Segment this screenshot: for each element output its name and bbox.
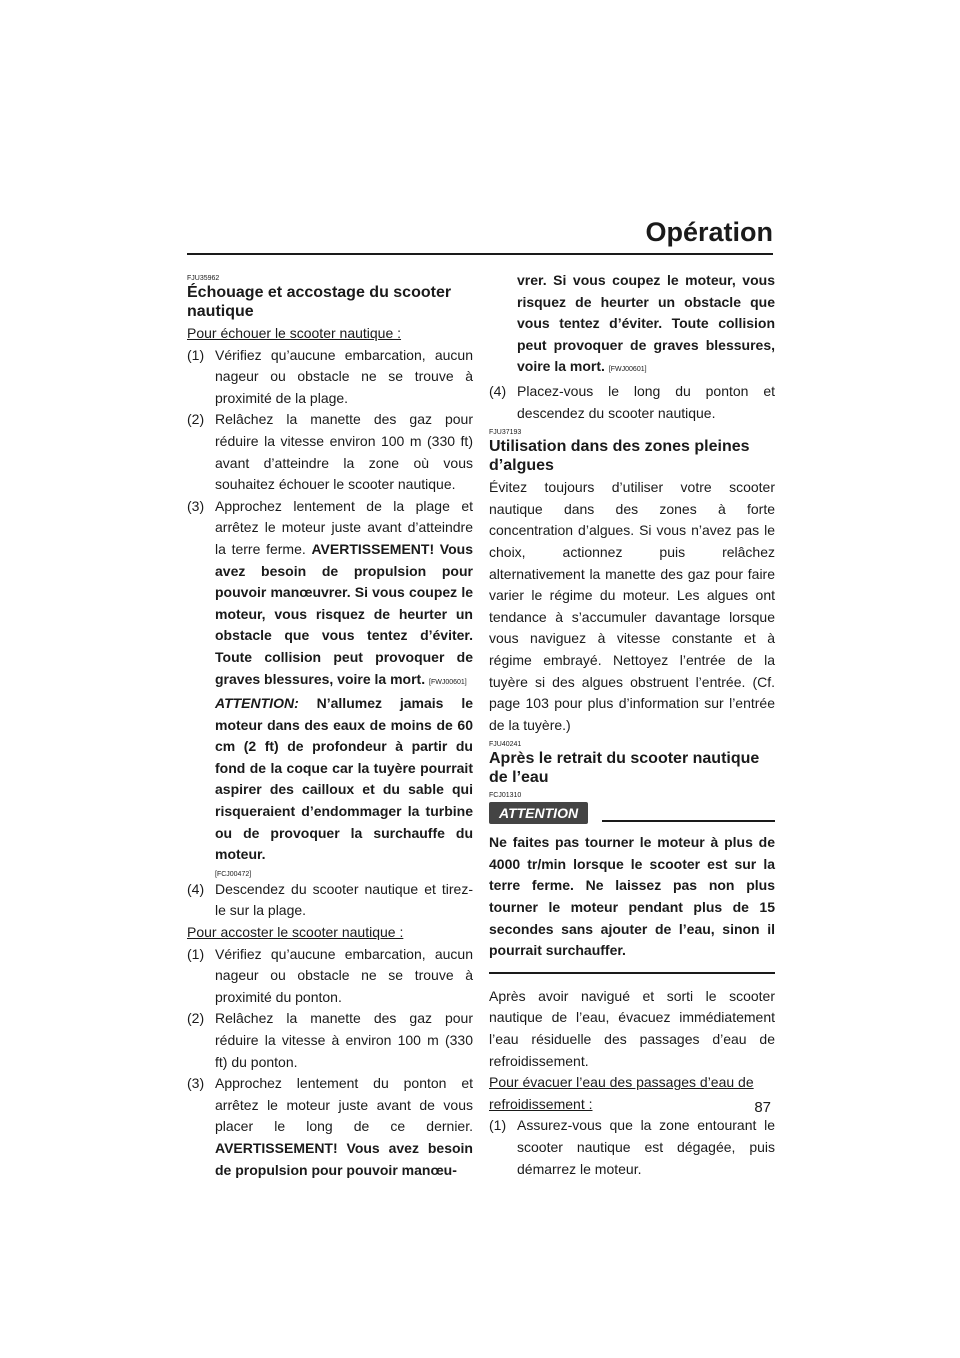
list-number: (3) [187, 1075, 205, 1092]
attention-label: ATTENTION: [215, 695, 299, 712]
warning-text: AVERTISSEMENT! Vous avez besoin de propulsion pour pouvoir manœu- [215, 1139, 473, 1178]
right-column [489, 270, 775, 1180]
section-heading-after-removal: Après le retrait du scooter nautique de l’eau [489, 750, 760, 787]
attention-code: FCJ01310 [489, 792, 522, 800]
list-text: Placez-vous le long du ponton et descendez du scooter nautique. [517, 382, 775, 421]
section-code: FJU35962 [187, 275, 220, 282]
list-text: Approchez lentement du ponton et arrêtez le moteur juste avant de vous placer le long de ce dernier. [215, 1075, 473, 1135]
attention-code: [FCJ00472] [215, 870, 252, 878]
warning-text: AVERTISSEMENT! Vous avez besoin de propulsion pour pouvoir manœuvrer. Si vous coupez le moteur, vous risquez de heurter un obstacle que vous tentez d’éviter. Toute collision peut provoquer de graves blessures, voire la mort. [215, 540, 473, 687]
list-item [187, 409, 473, 495]
list-item [187, 1008, 473, 1073]
attention-text: N’allumez jamais le moteur dans des eaux de moins de 60 cm (2 ft) de profondeur à partir du fond de la coque car la tuyère pourrait aspirer des cailloux et du sable qui risqueraient d’endommager la turbine ou de provoquer la surchauffe du moteur. [215, 695, 473, 863]
list-text: Relâchez la manette des gaz pour réduire la vitesse environ 100 m (330 ft) avant d’atteindre la zone où vous souhaitez échouer le scooter nautique. [215, 411, 473, 493]
section-code: FJU37193 [489, 429, 522, 437]
list-number: (3) [187, 497, 205, 514]
list-item-continued [489, 270, 775, 381]
subheading-dock: Pour accoster le scooter nautique : [187, 924, 404, 941]
section-code: FJU40241 [489, 741, 522, 749]
warning-text: vrer. Si vous coupez le moteur, vous risquez de heurter un obstacle que vous tentez d’éviter. Toute collision peut provoquer de graves blessures, voire la mort. [517, 272, 775, 375]
list-text: Descendez du scooter nautique et tirez-le sur la plage. [215, 880, 473, 919]
list-number: (2) [187, 411, 205, 428]
section-heading-seaweed: Utilisation dans des zones pleines d’algues [489, 438, 750, 475]
attention-end-rule [489, 972, 775, 974]
list-number: (2) [187, 1010, 205, 1027]
attention-rule [602, 820, 775, 822]
list-item [489, 381, 775, 424]
left-column [187, 270, 473, 1181]
list-text: Vérifiez qu’aucune embarcation, aucun nageur ou obstacle ne se trouve à proximité de la plage. [215, 346, 473, 406]
header-rule [187, 253, 773, 255]
page-title: Opération [645, 217, 773, 247]
attention-header [489, 802, 775, 824]
page-number: 87 [754, 1099, 771, 1116]
subheading-beach: Pour échouer le scooter nautique : [187, 325, 402, 341]
list-item [187, 496, 473, 879]
section-heading-beaching: Échouage et accostage du scooter nautique [187, 284, 452, 320]
paragraph: Évitez toujours d’utiliser votre scooter nautique dans des zones à forte concentration d’algues. Si vous n’avez pas le choix, actionnez puis relâchez alternativement la manette des gaz pour faire varier le régime du moteur. Les algues ont tendance à s’accumuler davantage lorsque vous naviguez à vitesse constante et à régime embrayé. Nettoyez l’entrée de la tuyère si des algues obstruent l’entrée. (Cf. page 103 pour plus d’information sur l’entrée de la tuyère.) [489, 479, 775, 733]
list-text: Relâchez la manette des gaz pour réduire la vitesse à environ 100 m (330 ft) du ponton. [215, 1010, 473, 1070]
list-number: (1) [187, 346, 205, 363]
list-number: (4) [489, 382, 507, 399]
list-text: Approchez lentement de la plage et arrêtez le moteur juste avant d’atteindre la terre ferme. [215, 497, 473, 557]
list-number: (1) [489, 1117, 507, 1134]
list-item [187, 1073, 473, 1181]
list-item [489, 1115, 775, 1180]
list-number: (1) [187, 945, 205, 962]
list-text: Vérifiez qu’aucune embarcation, aucun nageur ou obstacle ne se trouve à proximité du ponton. [215, 945, 473, 1005]
list-item [187, 879, 473, 922]
list-number: (4) [187, 880, 205, 897]
attention-text: Ne faites pas tourner le moteur à plus de 4000 tr/min lorsque le scooter est sur la terre ferme. Ne laissez pas non plus tourner le moteur pendant plus de 15 secondes sans ajouter de l’eau, sinon il pourrait surchauffer. [489, 834, 775, 959]
list-item [187, 345, 473, 410]
list-text: Assurez-vous que la zone entourant le scooter nautique est dégagée, puis démarrez le moteur. [517, 1117, 775, 1177]
paragraph: Après avoir navigué et sorti le scooter nautique de l’eau, évacuez immédiatement l’eau résiduelle des passages d’eau de refroidissement. [489, 987, 775, 1069]
warning-code: [FWJ00601] [608, 366, 647, 374]
list-item [187, 944, 473, 1009]
subheading-flush: Pour évacuer l’eau des passages d’eau de refroidissement : [489, 1074, 754, 1112]
attention-badge: ATTENTION [489, 802, 588, 824]
warning-code: [FWJ00601] [429, 678, 467, 686]
